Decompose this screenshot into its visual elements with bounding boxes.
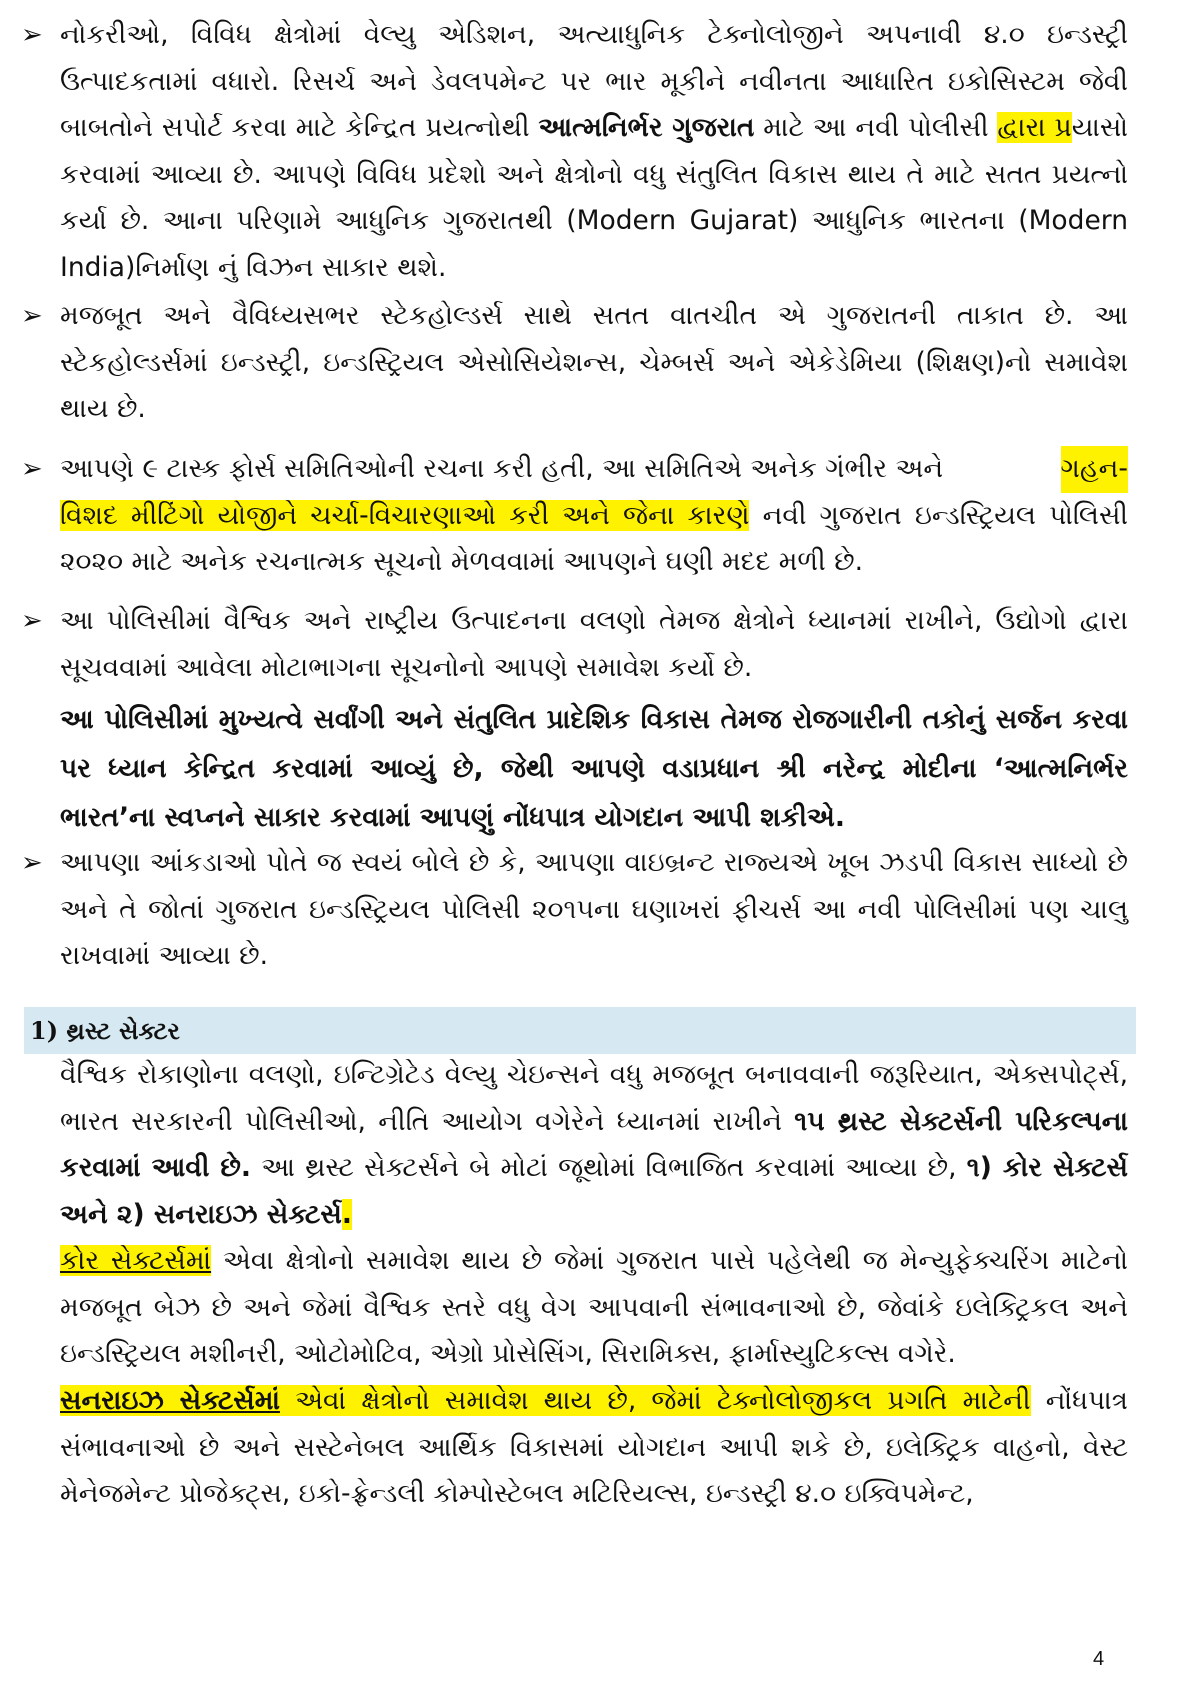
section-paragraph-1 — [60, 1052, 1128, 1238]
bullet-2-text: મજબૂત અને વૈવિધ્યસભર સ્ટેકહોલ્ડર્સ સાથે સતત વાતચીત એ ગુજરાતની તાકાત છે. આ સ્ટેકહોલ્ડર્સમાં ઇન્ડસ્ટ્રી, ઇન્ડસ્ટ્રિયલ એસોસિયેશન્સ, ચેમ્બર્સ અને એકેડેમિયા (શિક્ષણ)નો સમાવેશ થાય છે. — [60, 300, 1128, 424]
section-paragraph-3-text: નોંધપાત્ર સંભાવનાઓ છે અને સસ્ટેનેબલ આર્થિક વિકાસમાં યોગદાન આપી શકે છે, ઇલેક્ટ્રિક વાહનો, વેસ્ટ મેનેજમેન્ટ પ્રોજેક્ટ્સ, ઇકો-ફ્રેન્ડલી કોમ્પોસ્ટેબલ મટિરિયલ્સ, ઇન્ડસ્ટ્રી ૪.૦ ઇક્વિપમેન્ટ, — [60, 1385, 1128, 1509]
bullet-paragraph-4 — [60, 598, 1128, 691]
section-paragraph-2 — [60, 1238, 1128, 1378]
sunrise-sectors-highlight-rest: એવાં ક્ષેત્રોનો સમાવેશ થાય છે, જેમાં ટેક્નોલોજીકલ પ્રગતિ માટેની — [279, 1385, 1031, 1416]
bullet-arrow-icon: ➢ — [21, 848, 43, 878]
bullet-3-highlight-2: વિશદ મીટિંગો યોજીને ચર્ચા-વિચારણાઓ કરી અને જેના કારણે — [60, 499, 750, 531]
bullet-paragraph-1 — [60, 12, 1128, 291]
bold-paragraph-text: આ પોલિસીમાં મુખ્યત્વે સર્વાંગી અને સંતુલિત પ્રાદેશિક વિકાસ તેમજ રોજગારીની તકોનું સર્જન કરવા પર ધ્યાન કેન્દ્રિત કરવામાં આવ્યું છે, જેથી આપણે વડાપ્રધાન શ્રી નરેન્દ્ર મોદીના ‘આત્મનિર્ભર ભારત’ના સ્વપ્નને સાકાર કરવામાં આપણું નોંધપાત્ર યોગદાન આપી શકીએ. — [60, 704, 1128, 833]
section-paragraph-1-bold: ૧૫ થ્રસ્ટ સેક્ટર્સની પરિકલ્પના કરવામાં આવી છે. — [60, 1105, 1128, 1183]
bullet-5-text: આપણા આંકડાઓ પોતે જ સ્વયં બોલે છે કે, આપણા વાઇબ્રન્ટ રાજ્યએ ખૂબ ઝડપી વિકાસ સાધ્યો છે અને તે જોતાં ગુજરાત ઇન્ડસ્ટ્રિયલ પોલિસી ૨૦૧૫ના ઘણાખરાં ફીચર્સ આ નવી પોલિસીમાં પણ ચાલુ રાખવામાં આવ્યા છે. — [60, 847, 1128, 971]
bullet-1-text-3: યાસો કરવામાં આવ્યા છે. આપણે વિવિધ પ્રદેશો અને ક્ષેત્રોનો વધુ સંતુલિત વિકાસ થાય તે માટે સતત પ્રયત્નો કર્યા છે. આના પરિણામે આધુનિક ગુજરાતથી (Modern Gujarat) આધુનિક ભારતના (Modern India)નિર્માણ નું વિઝન સાકાર થશે. — [60, 112, 1129, 283]
bullet-paragraph-5 — [60, 840, 1128, 980]
bullet-3-highlight-1: ગહન- — [1061, 446, 1129, 493]
bold-paragraph — [60, 695, 1128, 842]
bullet-paragraph-3 — [60, 446, 1128, 586]
bullet-arrow-icon: ➢ — [21, 20, 43, 50]
bullet-1-text-2: માટે આ નવી પોલીસી — [754, 112, 998, 143]
bullet-3-text-2: નવી ગુજરાત ઇન્ડસ્ટ્રિયલ પોલિસી ૨૦૨૦ માટે અનેક રચનાત્મક સૂચનો મેળવવામાં આપણને ઘણી મદદ મળી છે. — [60, 499, 1128, 577]
section-paragraph-1-highlight-dot: . — [341, 1198, 352, 1230]
section-paragraph-1-text: વૈશ્વિક રોકાણોના વલણો, ઇન્ટિગ્રેટેડ વેલ્યુ ચેઇન્સને વધુ મજબૂત બનાવવાની જરૂરિયાત, એક્સપોર્ટ્સ, ભારત સરકારની પોલિસીઓ, નીતિ આયોગ વગેરેને ધ્યાનમાં રાખીને — [60, 1059, 1128, 1137]
section-paragraph-2-text: એવા ક્ષેત્રોનો સમાવેશ થાય છે જેમાં ગુજરાત પાસે પહેલેથી જ મેન્યુફેક્ચરિંગ માટેનો મજબૂત બેઝ છે અને જેમાં વૈશ્વિક સ્તરે વધુ વેગ આપવાની સંભાવનાઓ છે, જેવાંકે ઇલેક્ટ્રિકલ અને ઇન્ડસ્ટ્રિયલ મશીનરી, ઓટોમોટિવ, એગ્રો પ્રોસેસિંગ, સિરામિક્સ, ફાર્માસ્યુટિકલ્સ વગેરે. — [60, 1245, 1128, 1369]
bullet-1-highlight: દ્વારા પ્ર — [997, 112, 1072, 143]
core-sectors-highlight: કોર સેક્ટર્સમાં — [60, 1245, 212, 1276]
bullet-3-text: આપણે ૯ ટાસ્ક ફોર્સ સમિતિઓની રચના કરી હતી, આ સમિતિએ અનેક ગંભીર અને — [60, 453, 944, 484]
bullet-4-text: આ પોલિસીમાં વૈશ્વિક અને રાષ્ટ્રીય ઉત્પાદનના વલણો તેમજ ક્ષેત્રોને ધ્યાનમાં રાખીને, ઉદ્યોગો દ્વારા સૂચવવામાં આવેલા મોટાભાગના સૂચનોનો આપણે સમાવેશ કર્યો છે. — [60, 605, 1128, 683]
bullet-paragraph-2 — [60, 293, 1128, 433]
section-paragraph-1-text-2: આ થ્રસ્ટ સેક્ટર્સને બે મોટાં જૂથોમાં વિભાજિત કરવામાં આવ્યા છે, — [250, 1152, 967, 1183]
bullet-arrow-icon: ➢ — [21, 454, 43, 484]
section-heading: 1) થ્રસ્ટ સેક્ટર — [30, 1016, 180, 1045]
bullet-arrow-icon: ➢ — [21, 301, 43, 331]
section-heading-bar — [24, 1007, 1136, 1054]
page-number: 4 — [1093, 1648, 1105, 1670]
bullet-arrow-icon: ➢ — [21, 606, 43, 636]
section-paragraph-3 — [60, 1378, 1128, 1518]
bullet-1-text: નોકરીઓ, વિવિધ ક્ષેત્રોમાં વેલ્યુ એડિશન, અત્યાધુનિક ટેક્નોલોજીને અપનાવી ૪.૦ ઇન્ડસ્ટ્રી ઉત્પાદકતામાં વધારો. રિસર્ચ અને ડેવલપમેન્ટ પર ભાર મૂકીને નવીનતા આધારિત ઇકોસિસ્ટમ જેવી બાબતોને સપોર્ટ કરવા માટે કેન્દ્રિત પ્રયત્નોથી — [60, 19, 1128, 143]
section-paragraph-1-bold-2: ૧) કોર સેક્ટર્સ અને ૨) સનરાઇઝ સેક્ટર્સ — [60, 1152, 1128, 1230]
sunrise-sectors-highlight: સનરાઇઝ સેક્ટર્સમાં — [60, 1385, 280, 1416]
bullet-1-bold-text: આત્મનિર્ભર ગુજરાત — [538, 112, 755, 143]
